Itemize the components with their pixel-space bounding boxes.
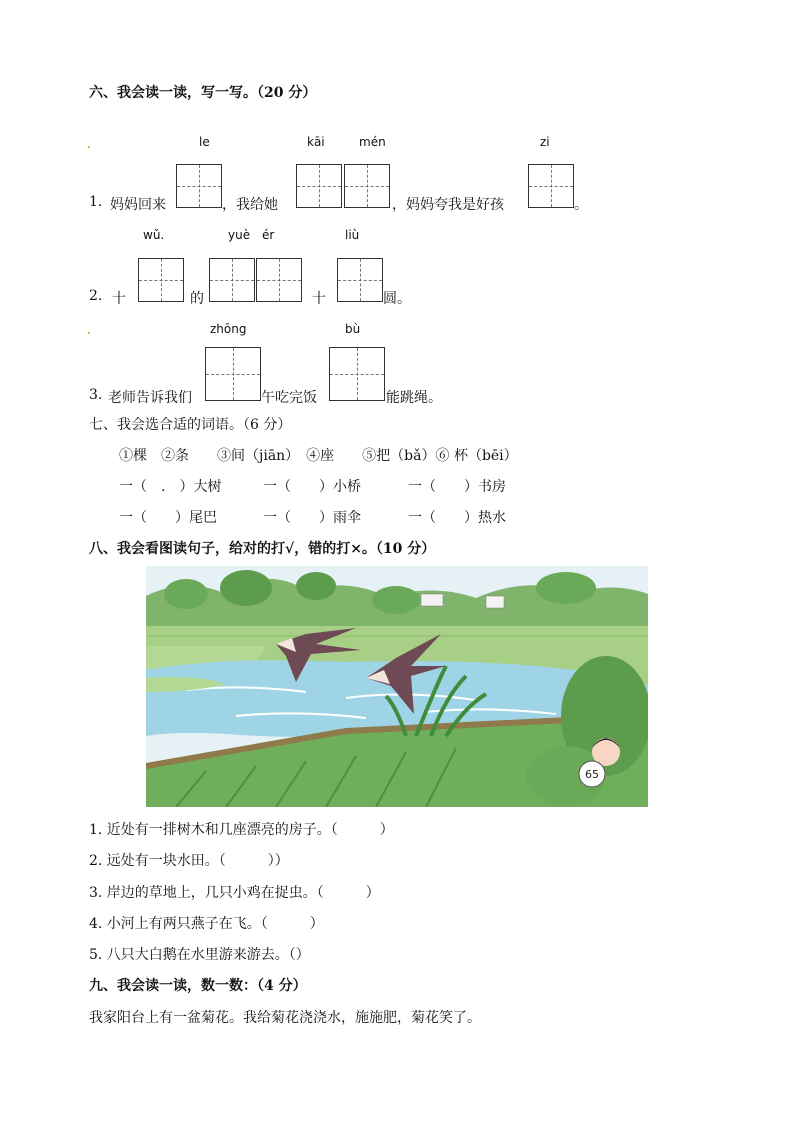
q1-write-box-le[interactable] [176, 164, 222, 208]
judgement-item-4[interactable]: 4. 小河上有两只燕子在飞。（ ） [89, 916, 324, 932]
pinyin-yue: yuè [228, 228, 251, 242]
pinyin-bu: bù [345, 322, 361, 336]
pinyin-liu: liù [345, 228, 360, 242]
section7-heading: 七、我会选合适的词语。（6 分） [89, 417, 292, 433]
q2-write-box-yue[interactable] [209, 258, 255, 302]
scene-svg [146, 566, 648, 807]
q2-write-box-wu[interactable] [138, 258, 184, 302]
page-badge: 65 [585, 768, 599, 781]
section7-blank-4[interactable]: 一（ ）尾巴 [119, 510, 217, 526]
q2-write-box-er[interactable] [256, 258, 302, 302]
q1-write-box-men[interactable] [344, 164, 390, 208]
pinyin-le: le [199, 135, 210, 149]
q2-text-2: 的 [190, 291, 204, 307]
q3-number: 3. [89, 387, 103, 403]
river-scene-illustration [146, 566, 648, 807]
judgement-item-2[interactable]: 2. 远处有一块水田。（ ）） [89, 853, 289, 869]
section7-options: ①棵 ②条 ③间（jiān） ④座 ⑤把（bǎ）⑥ 杯（bēi） [119, 448, 518, 464]
section7-blank-6[interactable]: 一（ ）热水 [408, 510, 506, 526]
q1-number: 1. [89, 194, 103, 210]
q1-write-box-kai[interactable] [296, 164, 342, 208]
pinyin-zhong: zhōng [210, 322, 247, 336]
section7-blank-1[interactable]: 一（ . ）大树 [119, 479, 222, 495]
pinyin-zi: zi [540, 135, 550, 149]
q3-write-box-zhong[interactable] [205, 347, 261, 401]
section7-blank-3[interactable]: 一（ ）书房 [408, 479, 506, 495]
q2-number: 2. [89, 288, 103, 304]
q2-text-3: 十 [312, 291, 326, 307]
q2-write-box-liu[interactable] [337, 258, 383, 302]
section8-heading: 八、我会看图读句子，给对的打√，错的打×。（10 分） [89, 541, 436, 557]
pinyin-men: mén [359, 135, 386, 149]
pinyin-er: ér [262, 228, 275, 242]
q1-text-4: 。 [574, 197, 588, 213]
q3-text-2: 午吃完饭 [261, 390, 317, 406]
judgement-item-5[interactable]: 5. 八只大白鹅在水里游来游去。（） [89, 947, 310, 963]
q1-text-2: ，我给她 [222, 197, 278, 213]
section6-heading: 六、我会读一读，写一写。（20 分） [89, 85, 317, 101]
q1-write-box-zi[interactable] [528, 164, 574, 208]
judgement-item-3[interactable]: 3. 岸边的草地上，几只小鸡在捉虫。（ ） [89, 885, 380, 901]
q1-text-3: ，妈妈夸我是好孩 [392, 197, 504, 213]
section9-heading: 九、我会读一读，数一数：（4 分） [89, 978, 307, 994]
pinyin-wu: wǔ. [143, 228, 165, 242]
q2-text-4: 圆。 [383, 291, 411, 307]
q1-text-1: 妈妈回来 [110, 197, 166, 213]
q2-text-1: 十 [112, 291, 126, 307]
q3-write-box-bu[interactable] [329, 347, 385, 401]
section9-passage: 我家阳台上有一盆菊花。我给菊花浇浇水，施施肥，菊花笑了。 [89, 1010, 481, 1026]
q3-text-1: 老师告诉我们 [108, 390, 192, 406]
judgement-item-1[interactable]: 1. 近处有一排树木和几座漂亮的房子。（ ） [89, 822, 394, 838]
pinyin-kai: kāi [307, 135, 325, 149]
q3-text-3: 能跳绳。 [386, 390, 442, 406]
decor-dot [88, 146, 90, 148]
section7-blank-5[interactable]: 一（ ）雨伞 [263, 510, 361, 526]
section7-blank-2[interactable]: 一（ ）小桥 [263, 479, 361, 495]
decor-dot [88, 332, 90, 334]
